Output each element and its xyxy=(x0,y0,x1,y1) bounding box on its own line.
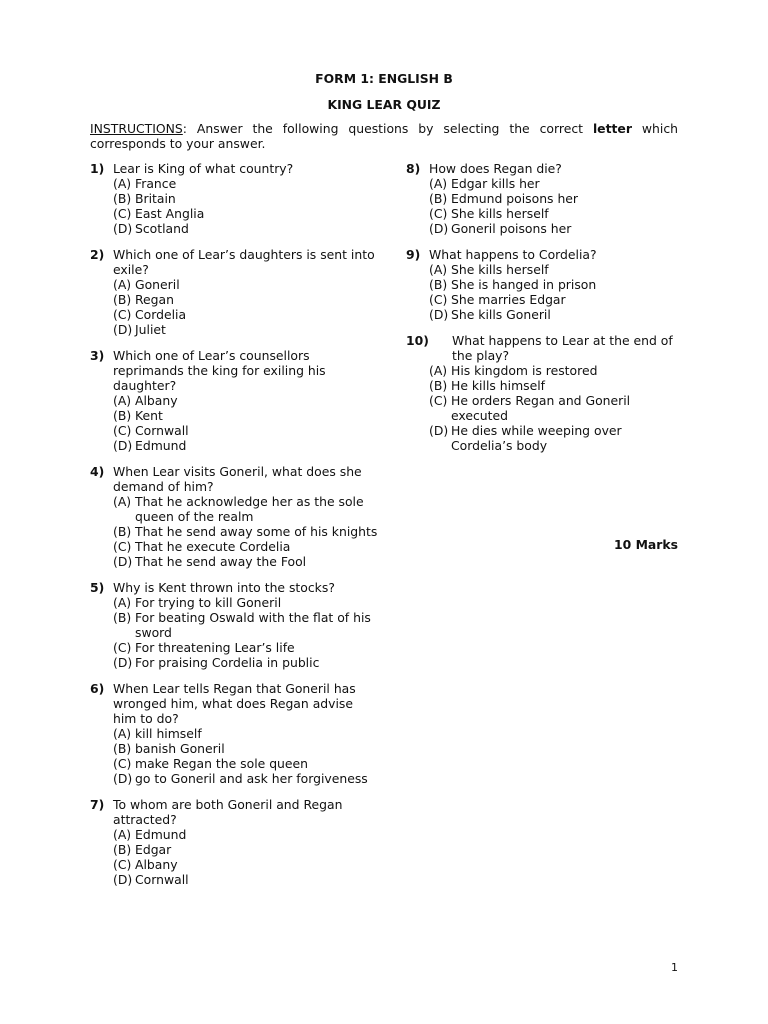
answer-option xyxy=(90,640,380,655)
option-letter: (D) xyxy=(113,322,133,337)
option-text: Cornwall xyxy=(135,872,189,887)
option-text: Cordelia xyxy=(135,307,187,322)
option-letter: (D) xyxy=(113,655,133,670)
question-row xyxy=(90,348,380,393)
question-row xyxy=(90,464,380,494)
option-letter: (C) xyxy=(429,206,448,221)
question-number: 1) xyxy=(90,161,105,176)
option-text: Albany xyxy=(135,393,178,408)
answer-option xyxy=(90,872,380,887)
option-text: She kills herself xyxy=(451,206,549,221)
option-letter: (A) xyxy=(113,277,132,292)
option-letter: (D) xyxy=(113,554,133,569)
option-text: She marries Edgar xyxy=(451,292,566,307)
question-number: 9) xyxy=(406,247,421,262)
question-5 xyxy=(90,580,380,670)
question-row xyxy=(90,247,380,277)
option-text: Juliet xyxy=(135,322,166,337)
answer-option xyxy=(90,741,380,756)
answer-option xyxy=(90,307,380,322)
answer-option xyxy=(90,393,380,408)
question-2 xyxy=(90,247,380,337)
question-row xyxy=(90,161,380,176)
option-text: His kingdom is restored xyxy=(451,363,598,378)
question-4 xyxy=(90,464,380,569)
question-9 xyxy=(406,247,678,322)
answer-option xyxy=(90,842,380,857)
answer-option xyxy=(406,378,678,393)
question-row xyxy=(406,247,678,262)
instructions-label: INSTRUCTIONS xyxy=(90,121,183,136)
option-text: Regan xyxy=(135,292,174,307)
answer-option xyxy=(406,292,678,307)
question-text: Which one of Lear’s daughters is sent into exile? xyxy=(113,247,375,277)
option-letter: (B) xyxy=(113,610,132,625)
option-letter: (D) xyxy=(113,221,133,236)
option-letter: (A) xyxy=(429,176,448,191)
option-letter: (D) xyxy=(113,872,133,887)
option-text: That he send away some of his knights xyxy=(135,524,378,539)
option-letter: (C) xyxy=(429,393,448,408)
option-text: Albany xyxy=(135,857,178,872)
question-number: 6) xyxy=(90,681,105,696)
question-text: Which one of Lear’s counsellors reprimands the king for exiling his daughter? xyxy=(113,348,326,393)
answer-option xyxy=(406,307,678,322)
option-text: Britain xyxy=(135,191,176,206)
option-letter: (C) xyxy=(113,206,132,221)
option-text: She is hanged in prison xyxy=(451,277,597,292)
answer-option xyxy=(406,221,678,236)
question-row xyxy=(90,681,380,726)
option-letter: (A) xyxy=(113,393,132,408)
answer-option xyxy=(90,438,380,453)
question-row xyxy=(406,333,678,363)
question-text: What happens to Cordelia? xyxy=(429,247,597,262)
option-text: Kent xyxy=(135,408,163,423)
option-letter: (A) xyxy=(113,827,132,842)
option-text: For trying to kill Goneril xyxy=(135,595,282,610)
option-text: Goneril xyxy=(135,277,180,292)
question-number: 8) xyxy=(406,161,421,176)
total-marks: 10 Marks xyxy=(614,537,678,552)
option-letter: (B) xyxy=(113,524,132,539)
option-text: make Regan the sole queen xyxy=(135,756,309,771)
answer-option xyxy=(406,423,678,453)
question-text: Lear is King of what country? xyxy=(113,161,294,176)
question-7 xyxy=(90,797,380,887)
answer-option xyxy=(90,206,380,221)
answer-option xyxy=(90,292,380,307)
question-8 xyxy=(406,161,678,236)
answer-option xyxy=(90,176,380,191)
question-text: Why is Kent thrown into the stocks? xyxy=(113,580,335,595)
page-number: 1 xyxy=(671,961,678,974)
option-letter: (B) xyxy=(113,292,132,307)
answer-option xyxy=(90,221,380,236)
answer-option xyxy=(406,363,678,378)
question-number: 10) xyxy=(406,333,429,348)
question-3 xyxy=(90,348,380,453)
option-text: That he acknowledge her as the sole queen of the realm xyxy=(135,494,364,524)
option-text: He dies while weeping over Cordelia’s body xyxy=(451,423,622,453)
answer-option xyxy=(90,322,380,337)
option-letter: (A) xyxy=(113,176,132,191)
option-letter: (D) xyxy=(113,771,133,786)
instructions-text: : Answer the following questions by selecting the correct xyxy=(182,121,593,136)
questions-right-column xyxy=(406,161,678,464)
option-letter: (C) xyxy=(113,640,132,655)
instructions-bold-word: letter xyxy=(592,121,632,136)
answer-option xyxy=(90,771,380,786)
answer-option xyxy=(90,595,380,610)
option-letter: (D) xyxy=(113,438,133,453)
option-text: Edgar xyxy=(135,842,172,857)
answer-option xyxy=(90,191,380,206)
option-text: For threatening Lear’s life xyxy=(135,640,295,655)
answer-option xyxy=(90,408,380,423)
option-letter: (A) xyxy=(429,262,448,277)
option-letter: (D) xyxy=(429,423,449,438)
question-10 xyxy=(406,333,678,453)
option-text: France xyxy=(135,176,177,191)
option-letter: (C) xyxy=(113,539,132,554)
option-text: Scotland xyxy=(135,221,189,236)
option-text: Goneril poisons her xyxy=(451,221,572,236)
option-text: Edgar kills her xyxy=(451,176,540,191)
option-letter: (B) xyxy=(113,408,132,423)
question-1 xyxy=(90,161,380,236)
answer-option xyxy=(90,827,380,842)
option-letter: (B) xyxy=(113,842,132,857)
question-text: When Lear tells Regan that Goneril has wronged him, what does Regan advise him to do? xyxy=(113,681,356,726)
option-letter: (A) xyxy=(429,363,448,378)
option-text: She kills herself xyxy=(451,262,549,277)
question-text: What happens to Lear at the end of the play? xyxy=(452,333,673,363)
option-letter: (C) xyxy=(113,756,132,771)
option-text: East Anglia xyxy=(135,206,205,221)
option-letter: (B) xyxy=(429,191,448,206)
answer-option xyxy=(90,524,380,539)
answer-option xyxy=(90,726,380,741)
answer-option xyxy=(90,610,380,640)
answer-option xyxy=(90,423,380,438)
answer-option xyxy=(406,191,678,206)
question-row xyxy=(406,161,678,176)
answer-option xyxy=(406,206,678,221)
option-text: For praising Cordelia in public xyxy=(135,655,320,670)
questions-left-column xyxy=(90,161,380,898)
option-letter: (C) xyxy=(113,857,132,872)
option-letter: (A) xyxy=(113,726,132,741)
answer-option xyxy=(90,554,380,569)
instructions xyxy=(90,121,678,151)
option-text: She kills Goneril xyxy=(451,307,551,322)
option-text: Edmund xyxy=(135,438,187,453)
answer-option xyxy=(90,539,380,554)
option-letter: (B) xyxy=(113,741,132,756)
question-row xyxy=(90,580,380,595)
question-number: 5) xyxy=(90,580,105,595)
answer-option xyxy=(406,393,678,423)
option-text: banish Goneril xyxy=(135,741,225,756)
question-text: When Lear visits Goneril, what does she demand of him? xyxy=(113,464,362,494)
option-letter: (B) xyxy=(429,378,448,393)
answer-option xyxy=(406,277,678,292)
option-letter: (C) xyxy=(429,292,448,307)
option-letter: (B) xyxy=(429,277,448,292)
option-text: That he send away the Fool xyxy=(135,554,307,569)
question-text: How does Regan die? xyxy=(429,161,562,176)
question-number: 7) xyxy=(90,797,105,812)
option-text: Edmund xyxy=(135,827,187,842)
instructions-text-end: which corresponds to your answer. xyxy=(90,121,678,151)
answer-option xyxy=(406,176,678,191)
option-text: He orders Regan and Goneril executed xyxy=(451,393,631,423)
option-letter: (C) xyxy=(113,423,132,438)
option-letter: (B) xyxy=(113,191,132,206)
question-number: 4) xyxy=(90,464,105,479)
option-text: He kills himself xyxy=(451,378,546,393)
answer-option xyxy=(90,756,380,771)
answer-option xyxy=(406,262,678,277)
question-row xyxy=(90,797,380,827)
quiz-title: KING LEAR QUIZ xyxy=(327,97,441,112)
option-text: Edmund poisons her xyxy=(451,191,579,206)
option-letter: (C) xyxy=(113,307,132,322)
option-text: go to Goneril and ask her forgiveness xyxy=(135,771,368,786)
answer-option xyxy=(90,655,380,670)
option-letter: (D) xyxy=(429,307,449,322)
answer-option xyxy=(90,277,380,292)
option-text: That he execute Cordelia xyxy=(135,539,291,554)
option-letter: (D) xyxy=(429,221,449,236)
form-title: FORM 1: ENGLISH B xyxy=(315,71,453,86)
option-text: For beating Oswald with the flat of his sword xyxy=(135,610,371,640)
option-letter: (A) xyxy=(113,595,132,610)
question-number: 3) xyxy=(90,348,105,363)
option-letter: (A) xyxy=(113,494,132,509)
question-number: 2) xyxy=(90,247,105,262)
answer-option xyxy=(90,494,380,524)
option-text: Cornwall xyxy=(135,423,189,438)
question-6 xyxy=(90,681,380,786)
answer-option xyxy=(90,857,380,872)
option-text: kill himself xyxy=(135,726,202,741)
question-text: To whom are both Goneril and Regan attracted? xyxy=(113,797,343,827)
